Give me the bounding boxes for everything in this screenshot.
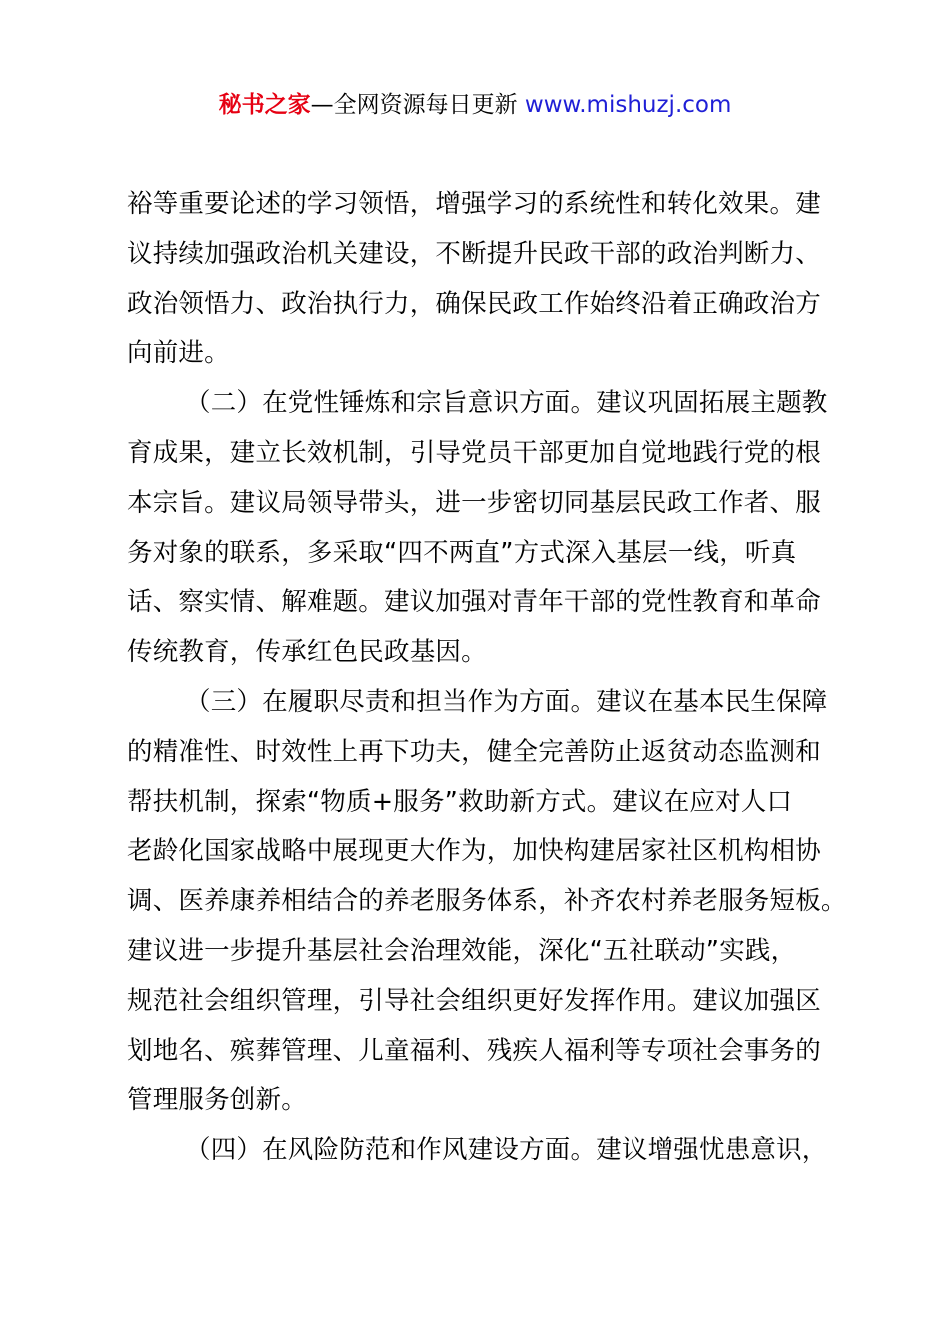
document-body	[127, 180, 847, 1176]
text-line: 管理服务创新。	[127, 1085, 307, 1116]
text-line: 育成果，建立长效机制，引导党员干部更加自觉地践行党的根	[127, 437, 821, 468]
text-line: 本宗旨。建议局领导带头，进一步密切同基层民政工作者、服	[127, 487, 821, 518]
text-line: 裕等重要论述的学习领悟，增强学习的系统性和转化效果。建	[127, 189, 821, 219]
text-line: 政治领悟力、政治执行力，确保民政工作始终沿着正确政治方	[127, 288, 821, 319]
text-line: 划地名、殡葬管理、儿童福利、残疾人福利等专项社会事务的	[127, 1035, 821, 1066]
paragraph-first-line: （三）在履职尽责和担当作为方面。建议在基本民生保障	[185, 686, 828, 717]
text-line: 务对象的联系，多采取“四不两直”方式深入基层一线，听真	[127, 537, 797, 568]
text-line: 传统教育，传承红色民政基因。	[127, 637, 487, 668]
paragraph-first-line: （二）在党性锤炼和宗旨意识方面。建议巩固拓展主题教	[185, 388, 828, 419]
header-slogan: —全网资源每日更新	[310, 92, 525, 118]
paragraph-first-line: （四）在风险防范和作风建设方面。建议增强忧患意识，	[185, 1135, 828, 1166]
text-line: 的精准性、时效性上再下功夫，健全完善防止返贫动态监测和	[127, 736, 821, 767]
text-line: 议持续加强政治机关建设，不断提升民政干部的政治判断力、	[127, 238, 821, 269]
text-line: 规范社会组织管理，引导社会组织更好发挥作用。建议加强区	[127, 985, 821, 1016]
text-line: 建议进一步提升基层社会治理效能，深化“五社联动”实践，	[127, 935, 797, 966]
text-line: 话、察实情、解难题。建议加强对青年干部的党性教育和革命	[127, 587, 821, 618]
page-header	[0, 88, 950, 122]
text-line: 向前进。	[127, 338, 230, 369]
site-url-link[interactable]: www.mishuzj.com	[524, 92, 732, 118]
brand-name: 秘书之家	[218, 92, 311, 118]
text-line: 帮扶机制，探索“物质+服务”救助新方式。建议在应对人口	[127, 786, 793, 817]
text-line: 老龄化国家战略中展现更大作为，加快构建居家社区机构相协	[127, 836, 821, 867]
text-line: 调、医养康养相结合的养老服务体系，补齐农村养老服务短板。	[127, 886, 847, 917]
